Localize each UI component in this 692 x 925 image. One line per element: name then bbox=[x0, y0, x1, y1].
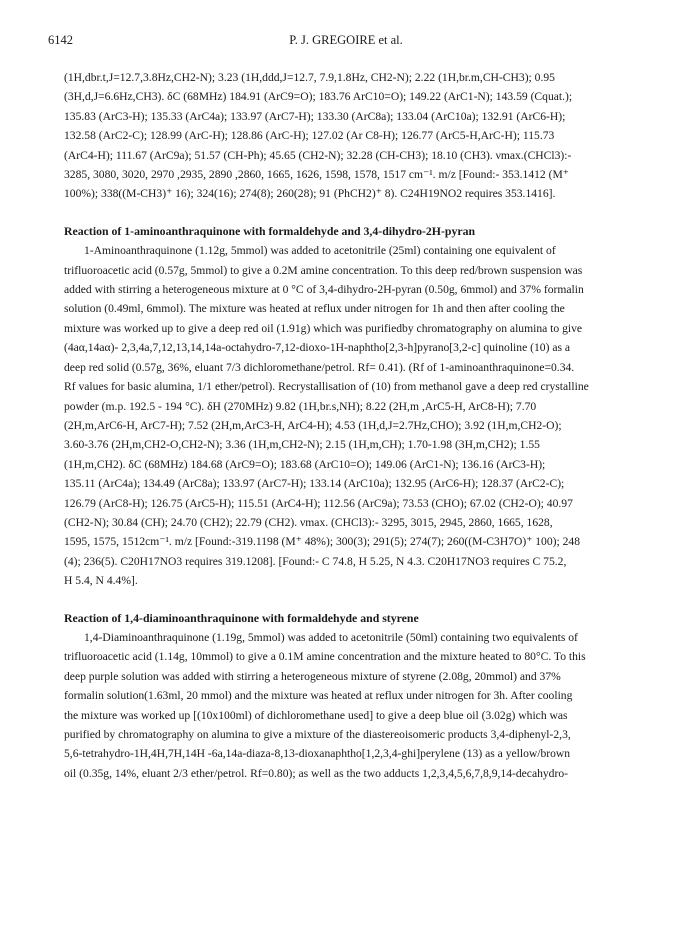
text-line: 135.83 (ArC3-H); 135.33 (ArC4a); 133.97 (ArC7-H); 133.30 (ArC8a); 133.04 (ArC10a); 132.91 (ArC6-H); bbox=[64, 109, 566, 123]
running-title: P. J. GREGOIRE et al. bbox=[289, 33, 403, 47]
text-line: 1-Aminoanthraquinone (1.12g, 5mmol) was added to acetonitrile (25ml) containing one equivalent of bbox=[84, 244, 556, 258]
text-line: (3H,d,J=6.6Hz,CH3). δC (68MHz) 184.91 (ArC9=O); 183.76 ArC10=O); 149.22 (ArC1-N); 143.59 (Cquat.); bbox=[64, 90, 573, 104]
text-line: 1595, 1575, 1512cm⁻¹. m/z [Found:-319.1198 (M⁺ 48%); 300(3); 291(5); 274(7); 260((M-C3H7O)⁺ 100); 248 bbox=[64, 535, 581, 549]
text-line: 126.79 (ArC8-H); 126.75 (ArC5-H); 115.51 (ArC4-H); 112.56 (ArC9a); 73.53 (CHO); 67.02 (CH2-O); 40.97 bbox=[64, 496, 573, 510]
text-line: deep purple solution was added with stirring a heterogeneous mixture of styrene (2.08g, 20mmol) and 37% bbox=[64, 669, 561, 683]
text-line: oil (0.35g, 14%, eluant 2/3 ether/petrol. Rf=0.80); as well as the two adducts 1,2,3,4,5,6,7,8,9,14-decahydro- bbox=[64, 766, 568, 780]
text-line: 3285, 3080, 3020, 2970 ,2935, 2890 ,2860, 1665, 1626, 1598, 1578, 1517 cm⁻¹. m/z [Found:- 353.1412 (M⁺ bbox=[64, 168, 569, 182]
section-heading: Reaction of 1,4-diaminoanthraquinone with formaldehyde and styrene bbox=[64, 610, 419, 625]
text-line: formalin solution(1.63ml, 20 mmol) and the mixture was heated at reflux under nitrogen for 3h. After cooling bbox=[64, 689, 573, 703]
text-line: mixture was worked up to give a deep red oil (1.91g) which was purifiedby chromatography on alumina to give bbox=[64, 321, 583, 335]
text-line: H 5.4, N 4.4%]. bbox=[64, 574, 138, 588]
section-aminoanthraquinone-pyran bbox=[64, 222, 632, 591]
text-line: (CH2-N); 30.84 (CH); 24.70 (CH2); 22.79 (CH2). νmax. (CHCl3):- 3295, 3015, 2945, 2860, 1665, 1628, bbox=[64, 515, 553, 529]
text-line: Rf values for basic alumina, 1/1 ether/petrol). Recrystallisation of (10) from methanol gave a deep red crystalline bbox=[64, 380, 589, 394]
text-line: added with stirring a heterogeneous mixture at 0 °C of 3,4-dihydro-2H-pyran (0.50g, 6mmol) and 37% formalin bbox=[64, 283, 584, 297]
text-line: trifluoroacetic acid (0.57g, 5mmol) to give a 0.2M amine concentration. To this deep red/brown suspension was bbox=[64, 263, 583, 277]
section-heading: Reaction of 1-aminoanthraquinone with formaldehyde and 3,4-dihydro-2H-pyran bbox=[64, 223, 476, 238]
text-line: 100%); 338((M-CH3)⁺ 16); 324(16); 274(8); 260(28); 91 (PhCH2)⁺ 8). C24H19NO2 requires 353.1416]. bbox=[64, 187, 556, 201]
text-line: (4); 236(5). C20H17NO3 requires 319.1208]. [Found:- C 74.8, H 5.25, N 4.3. C20H17NO3 requires C 75.2, bbox=[64, 554, 567, 568]
article-body bbox=[64, 68, 632, 783]
text-line: the mixture was worked up [(10x100ml) of dichloromethane used] to give a deep blue oil (3.02g) which was bbox=[64, 708, 568, 722]
text-line: solution (0.49ml, 6mmol). The mixture was heated at reflux under nitrogen for 1h and then after cooling the bbox=[64, 302, 565, 316]
text-line: (1H,dbr.t,J=12.7,3.8Hz,CH2-N); 3.23 (1H,ddd,J=12.7, 7.9,1.8Hz, CH2-N); 2.22 (1H,br.m,CH-CH3); 0.95 bbox=[64, 71, 555, 84]
text-line: (2H,m,ArC6-H, ArC7-H); 7.52 (2H,m,ArC3-H, ArC4-H); 4.53 (1H,d,J=2.7Hz,CHO); 3.92 (1H,m,CH2-O); bbox=[64, 418, 562, 432]
text-line: 1,4-Diaminoanthraquinone (1.19g, 5mmol) was added to acetonitrile (50ml) containing two equivalents of bbox=[84, 630, 578, 644]
text-line: powder (m.p. 192.5 - 194 °C). δH (270MHz) 9.82 (1H,br.s,NH); 8.22 (2H,m ,ArC5-H, ArC8-H); 7.70 bbox=[64, 399, 537, 413]
text-line: 3.60-3.76 (2H,m,CH2-O,CH2-N); 3.36 (1H,m,CH2-N); 2.15 (1H,m,CH); 1.70-1.98 (3H,m,CH2); 1.55 bbox=[64, 438, 540, 452]
continued-spectral-data bbox=[64, 68, 632, 204]
text-line: 132.58 (ArC2-C); 128.99 (ArC-H); 128.86 (ArC-H); 127.02 (Ar C8-H); 126.77 (ArC5-H,ArC-H); 115.73 bbox=[64, 129, 555, 143]
text-line: trifluoroacetic acid (1.14g, 10mmol) to give a 0.1M amine concentration and the mixture heated to 80°C. To this bbox=[64, 650, 586, 664]
text-line: (4aα,14aα)- 2,3,4a,7,12,13,14,14a-octahydro-7,12-dioxo-1H-naphtho[2,3-h]pyrano[3,2-c] quinoline (10) as a bbox=[64, 341, 571, 355]
page-number: 6142 bbox=[48, 33, 73, 47]
text-line: (1H,m,CH2). δC (68MHz) 184.68 (ArC9=O); 183.68 (ArC10=O); 149.06 (ArC1-N); 136.16 (ArC3-H); bbox=[64, 457, 546, 471]
text-line: deep red solid (0.57g, 36%, eluant 7/3 dichloromethane/petrol. Rf= 0.41). (Rf of 1-aminoanthraquinone=0.34. bbox=[64, 360, 575, 374]
text-line: (ArC4-H); 111.67 (ArC9a); 51.57 (CH-Ph); 45.65 (CH2-N); 32.28 (CH-CH3); 18.10 (CH3). νmax.(CHCl3):- bbox=[64, 148, 572, 162]
text-line: purified by chromatography on alumina to give a mixture of the diastereoisomeric products 3,4-diphenyl-2,3, bbox=[64, 728, 571, 741]
text-line: 135.11 (ArC4a); 134.49 (ArC8a); 133.97 (ArC7-H); 133.14 (ArC10a); 132.95 (ArC6-H); 128.37 (ArC2-C); bbox=[64, 477, 565, 491]
text-line: 5,6-tetrahydro-1H,4H,7H,14H -6a,14a-diaza-8,13-dioxanaphtho[1,2,3,4-ghi]perylene (13) as a yellow/brown bbox=[64, 747, 571, 761]
section-diaminoanthraquinone-styrene bbox=[64, 609, 632, 784]
